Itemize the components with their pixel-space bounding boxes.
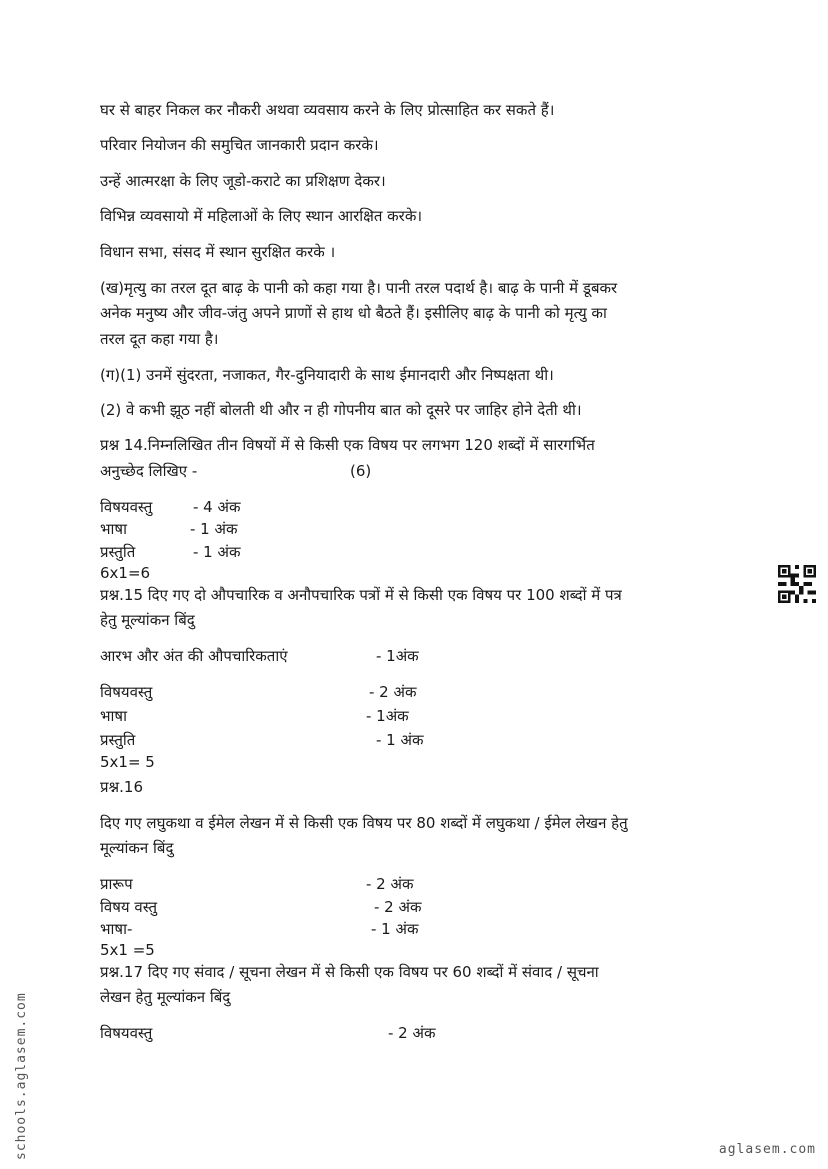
rubric-label: प्रारूप xyxy=(100,875,133,893)
rubric-marks: - 2 अंक xyxy=(366,875,414,893)
rubric-label: भाषा xyxy=(100,707,127,725)
rubric-label: विषयवस्तु xyxy=(100,683,153,701)
question-14-marks: (6) xyxy=(350,462,372,480)
rubric-total: 5x1= 5 xyxy=(100,753,155,771)
rubric-marks: - 1 अंक xyxy=(371,920,419,938)
question-15-heading: प्रश्न.15 दिए गए दो औपचारिक व अनौपचारिक पत्रों में से किसी एक विषय पर 100 शब्दों में पत्र xyxy=(100,586,622,604)
rubric-total: 5x1 =5 xyxy=(100,941,155,959)
qr-code-icon xyxy=(778,565,816,603)
text-line: घर से बाहर निकल कर नौकरी अथवा व्यवसाय करने के लिए प्रोत्साहित कर सकते हैं। xyxy=(100,101,555,119)
text-line: तरल दूत कहा गया है। xyxy=(100,330,219,348)
question-14-heading-cont: अनुच्छेद लिखिए - xyxy=(100,462,198,480)
question-17-heading-cont: लेखन हेतु मूल्यांकन बिंदु xyxy=(100,988,231,1006)
rubric-label: विषय वस्तु xyxy=(100,898,158,916)
text-line: विभिन्न व्यवसायो में महिलाओं के लिए स्थान आरक्षित करके। xyxy=(100,207,423,225)
text-line: अनेक मनुष्य और जीव-जंतु अपने प्राणों से हाथ धो बैठते हैं। इसीलिए बाढ़ के पानी को मृत्यु का xyxy=(100,304,607,322)
rubric-label: विषयवस्तु xyxy=(100,1024,153,1042)
footer-watermark: aglasem.com xyxy=(718,1142,816,1157)
rubric-label: भाषा- xyxy=(100,920,133,938)
rubric-label: आरभ और अंत की औपचारिकताएं xyxy=(100,647,288,665)
question-15-heading-cont: हेतु मूल्यांकन बिंदु xyxy=(100,611,195,629)
rubric-marks: - 4 अंक xyxy=(193,498,241,516)
rubric-marks: - 1 अंक xyxy=(376,731,424,749)
rubric-label: प्रस्तुति xyxy=(100,543,136,561)
text-line: परिवार नियोजन की समुचित जानकारी प्रदान करके। xyxy=(100,136,379,154)
rubric-label: भाषा xyxy=(100,520,127,538)
rubric-marks: - 1अंक xyxy=(366,707,409,725)
question-14-heading: प्रश्न 14.निम्नलिखित तीन विषयों में से किसी एक विषय पर लगभग 120 शब्दों में सारगर्भित xyxy=(100,436,595,454)
text-line: उन्हें आत्मरक्षा के लिए जूडो-कराटे का प्रशिक्षण देकर। xyxy=(100,172,386,190)
rubric-label: विषयवस्तु xyxy=(100,498,153,516)
question-16-heading: दिए गए लघुकथा व ईमेल लेखन में से किसी एक विषय पर 80 शब्दों में लघुकथा / ईमेल लेखन हेतु xyxy=(100,814,628,832)
question-16-heading-cont: मूल्यांकन बिंदु xyxy=(100,839,174,857)
side-watermark: schools.aglasem.com xyxy=(14,992,29,1160)
rubric-label: प्रस्तुति xyxy=(100,731,136,749)
rubric-marks: - 2 अंक xyxy=(388,1024,436,1042)
text-line: विधान सभा, संसद में स्थान सुरक्षित करके । xyxy=(100,243,336,261)
text-line: (ग)(1) उनमें सुंदरता, नजाकत, गैर-दुनियादारी के साथ ईमानदारी और निष्पक्षता थी। xyxy=(100,366,554,384)
question-17-heading: प्रश्न.17 दिए गए संवाद / सूचना लेखन में से किसी एक विषय पर 60 शब्दों में संवाद / सूचना xyxy=(100,963,599,981)
rubric-total: 6x1=6 xyxy=(100,564,151,582)
text-line: (2) वे कभी झूठ नहीं बोलती थी और न ही गोपनीय बात को दूसरे पर जाहिर होने देती थी। xyxy=(100,401,582,419)
text-line: (ख)मृत्यु का तरल दूत बाढ़ के पानी को कहा गया है। पानी तरल पदार्थ है। बाढ़ के पानी में डूबकर xyxy=(100,279,618,297)
rubric-marks: - 2 अंक xyxy=(374,898,422,916)
rubric-marks: - 1 अंक xyxy=(190,520,238,538)
rubric-marks: - 2 अंक xyxy=(369,683,417,701)
rubric-marks: - 1 अंक xyxy=(193,543,241,561)
question-16-number: प्रश्न.16 xyxy=(100,778,143,796)
rubric-marks: - 1अंक xyxy=(376,647,419,665)
